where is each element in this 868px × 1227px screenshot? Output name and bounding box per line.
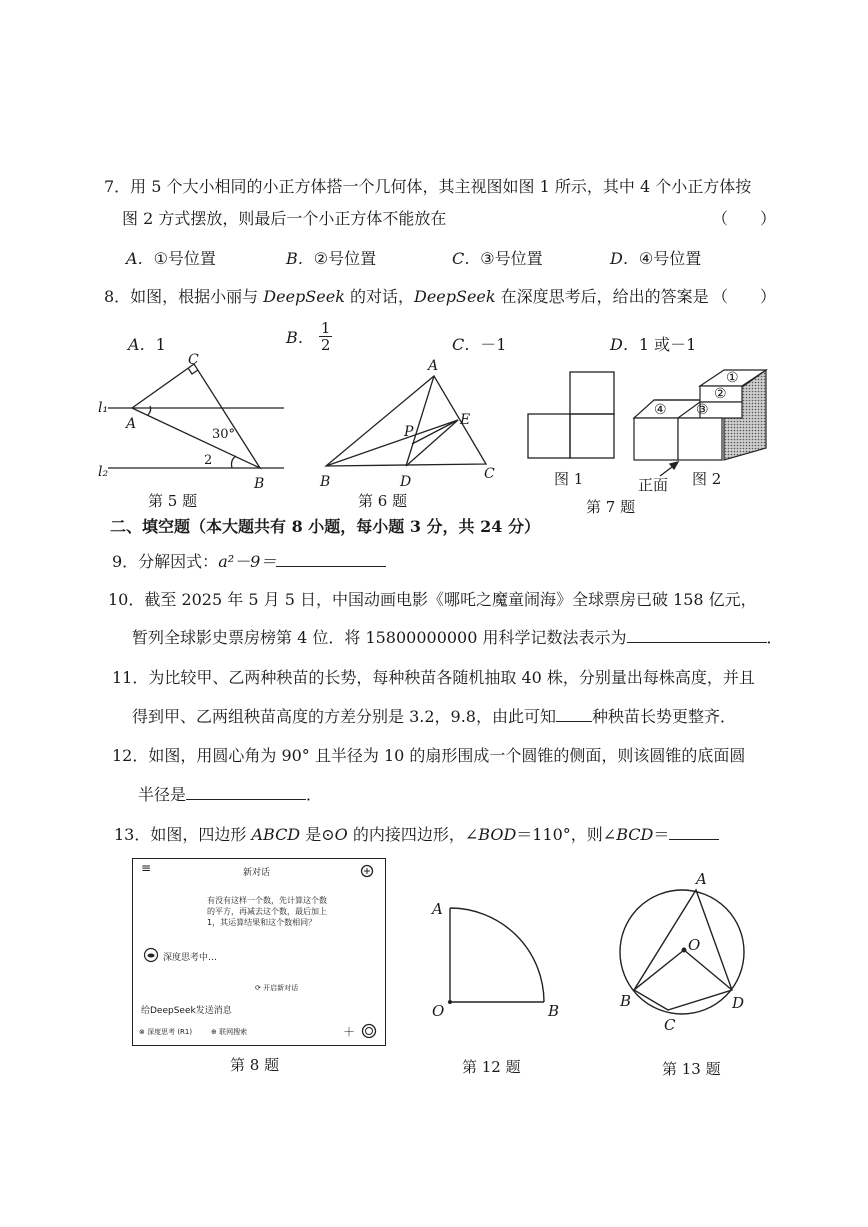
- fraction-one-half: [319, 320, 333, 353]
- figure-12-caption: 第 12 题: [462, 1058, 521, 1076]
- q8-option-d: [610, 332, 696, 355]
- front-label: 正面: [638, 476, 669, 494]
- chat-title: 新对话: [243, 868, 271, 878]
- deep-think-label: 深度思考 (R1): [147, 1028, 193, 1036]
- figure-7: [520, 360, 780, 520]
- deepseek-whale-icon: [143, 947, 159, 963]
- option-letter: D．: [610, 335, 639, 354]
- figure-13-caption: 第 13 题: [662, 1060, 721, 1078]
- option-letter: B．: [286, 328, 314, 347]
- label-b: B: [320, 474, 331, 490]
- q11-line2a: 得到甲、乙两组秧苗高度的方差分别是 3.2，9.8，由此可知: [132, 707, 556, 726]
- option-text: ②号位置: [313, 249, 377, 268]
- figure-7-caption-1: 图 1: [554, 470, 584, 488]
- figure-6-caption: 第 6 题: [358, 492, 408, 510]
- cube-label-4: ④: [654, 402, 667, 418]
- q11-line2: [132, 705, 736, 728]
- q9-expression: a²－9＝: [218, 552, 277, 571]
- q13-text-b: 是⊙: [300, 825, 335, 844]
- new-chat-icon[interactable]: [359, 863, 375, 879]
- new-chat-hint-label: 开启新对话: [263, 984, 299, 992]
- deepseek-chat-screenshot: [132, 858, 386, 1046]
- q10-line2: [132, 626, 783, 649]
- option-letter: A．: [126, 249, 154, 268]
- q10-line2-text: 暂列全球影史票房榜第 4 位．将 15800000000 用科学记数法表示为: [132, 628, 627, 647]
- q13-text-a: 13．如图，四边形: [114, 825, 252, 844]
- option-letter: B．: [286, 249, 314, 268]
- q8-text-c: 在深度思考后，给出的答案是: [495, 287, 709, 306]
- q10-answer-blank[interactable]: [627, 626, 767, 643]
- cube-label-3: ③: [696, 402, 709, 418]
- figure-12: [424, 892, 574, 1032]
- q7-option-c: [452, 246, 543, 269]
- label-o: O: [432, 1002, 445, 1020]
- q8-deepseek-2: DeepSeek: [413, 287, 496, 306]
- label-o: O: [688, 936, 701, 954]
- q8-answer-paren: （ ）: [712, 287, 777, 306]
- menu-icon[interactable]: ≡: [141, 861, 152, 875]
- user-message-line-3: 1，其运算结果和这个数相同？: [207, 918, 317, 927]
- segments-ob-od: [634, 950, 732, 990]
- q13-o: O: [334, 825, 348, 844]
- option-text: －1: [480, 335, 507, 354]
- web-search-button[interactable]: ⊕ 联网搜索: [211, 1028, 248, 1036]
- q12-line2: [138, 783, 322, 806]
- segment-ad: [406, 376, 434, 466]
- q13-text-c: 的内接四边形，∠: [347, 825, 479, 844]
- q12-answer-blank[interactable]: [186, 783, 306, 800]
- q8-option-b: [286, 320, 332, 353]
- q13-bcd: BCD: [616, 825, 654, 844]
- q11-line2b: 种秧苗长势更整齐．: [591, 707, 736, 726]
- label-a: A: [432, 900, 443, 918]
- label-angle-2: 2: [204, 453, 213, 468]
- q11-line1: 11．为比较甲、乙两种秧苗的长势，每种秧苗各随机抽取 40 株，分别量出每株高度，并且: [112, 668, 755, 687]
- label-b: B: [620, 992, 632, 1010]
- q13-answer-blank[interactable]: [669, 823, 719, 840]
- option-letter: C．: [452, 249, 481, 268]
- label-angle-30: 30°: [212, 427, 236, 442]
- q8-text-a: 8．如图，根据小丽与: [104, 287, 264, 306]
- q13: [114, 823, 719, 846]
- plus-icon[interactable]: ＋: [343, 1025, 356, 1039]
- label-b: B: [548, 1002, 560, 1020]
- q7-option-b: [286, 246, 376, 269]
- q8-line1: [104, 286, 709, 308]
- label-e: E: [460, 412, 471, 428]
- option-text: ③号位置: [480, 249, 543, 268]
- label-c: C: [664, 1016, 676, 1034]
- triangle-abc: [132, 364, 260, 468]
- label-c: C: [484, 466, 495, 482]
- message-input[interactable]: 给DeepSeek发送消息: [141, 1006, 232, 1016]
- angle-mark-2: [232, 456, 237, 468]
- center-point: [682, 948, 687, 953]
- figure-8-caption: 第 8 题: [230, 1056, 280, 1074]
- label-a: A: [126, 416, 137, 432]
- q7-line1: 7．用 5 个大小相同的小正方体搭一个几何体，其主视图如图 1 所示，其中 4 个小正方体按: [104, 177, 752, 196]
- fraction-denominator: 2: [320, 336, 331, 354]
- q7-line2: 图 2 方式摆放，则最后一个小正方体不能放在: [122, 209, 447, 228]
- thinking-status: 深度思考中…: [163, 953, 218, 963]
- q13-text-e: ＝: [653, 825, 670, 844]
- q7-answer-paren: （ ）: [712, 209, 777, 228]
- label-l2: l₂: [98, 464, 109, 480]
- q9-answer-blank[interactable]: [276, 550, 386, 567]
- option-text: ①号位置: [153, 249, 216, 268]
- label-d: D: [732, 994, 745, 1012]
- label-d: D: [400, 474, 412, 490]
- front-arrow-icon: [660, 462, 678, 476]
- q7-option-a: [126, 246, 216, 269]
- q12-line2-text: 半径是: [138, 785, 187, 804]
- label-b: B: [254, 476, 265, 492]
- user-message-line-1: 有没有这样一个数，先计算这个数: [207, 896, 327, 905]
- q13-abcd: ABCD: [251, 825, 301, 844]
- q7-option-d: [610, 246, 701, 269]
- cube-label-1: ①: [726, 370, 739, 386]
- option-text: 1 或－1: [638, 335, 697, 354]
- user-message-line-2: 的平方，再减去这个数，最后加上: [207, 907, 327, 916]
- option-letter: D．: [610, 249, 639, 268]
- q8-deepseek-1: DeepSeek: [263, 287, 345, 306]
- cube-label-2: ②: [714, 386, 727, 402]
- option-letter: A．: [128, 335, 156, 354]
- figure-5-caption: 第 5 题: [148, 492, 198, 510]
- section-2-heading: 二、填空题（本大题共有 8 小题，每小题 3 分，共 24 分）: [110, 517, 540, 536]
- label-c: C: [188, 352, 199, 368]
- fraction-numerator: 1: [320, 319, 331, 337]
- label-a: A: [696, 870, 707, 888]
- figure-13: [612, 866, 762, 1042]
- figure-7-caption: 第 7 题: [586, 498, 636, 516]
- figure-7-caption-2: 图 2: [692, 470, 722, 488]
- q11-answer-blank[interactable]: [556, 705, 592, 722]
- user-message-bubble: [207, 895, 327, 928]
- web-search-label: 联网搜索: [219, 1028, 248, 1036]
- q8-text-b: 的对话，: [344, 287, 414, 306]
- q13-bod: BOD: [478, 825, 517, 844]
- segment-be: [326, 420, 458, 466]
- arc-ab: [450, 908, 544, 1002]
- q12-end: ．: [306, 785, 323, 804]
- option-letter: C．: [452, 335, 481, 354]
- send-icon[interactable]: [361, 1023, 377, 1039]
- option-text: ④号位置: [638, 249, 702, 268]
- q9: [112, 550, 386, 573]
- label-l1: l₁: [98, 400, 109, 416]
- figure-5: [96, 352, 296, 512]
- label-p: P: [404, 424, 414, 440]
- q10-end: ．: [766, 628, 783, 647]
- deep-think-button[interactable]: ⊗ 深度思考 (R1): [139, 1028, 193, 1036]
- q10-line1: 10．截至 2025 年 5 月 5 日，中国动画电影《哪吒之魔童闹海》全球票房已破 158 亿元，: [108, 590, 757, 609]
- new-chat-hint[interactable]: ⟳ 开启新对话: [255, 984, 299, 992]
- figure-6: [316, 352, 502, 512]
- q13-text-d: ＝110°，则∠: [516, 825, 617, 844]
- q12-line1: 12．如图，用圆心角为 90° 且半径为 10 的扇形围成一个圆锥的侧面，则该圆锥的底面圆: [112, 746, 746, 765]
- label-a: A: [428, 358, 439, 374]
- option-text: 1: [155, 335, 166, 354]
- center-point: [448, 1000, 452, 1004]
- figure-7-view1: [528, 372, 614, 458]
- q9-prefix: 9．分解因式：: [112, 552, 219, 571]
